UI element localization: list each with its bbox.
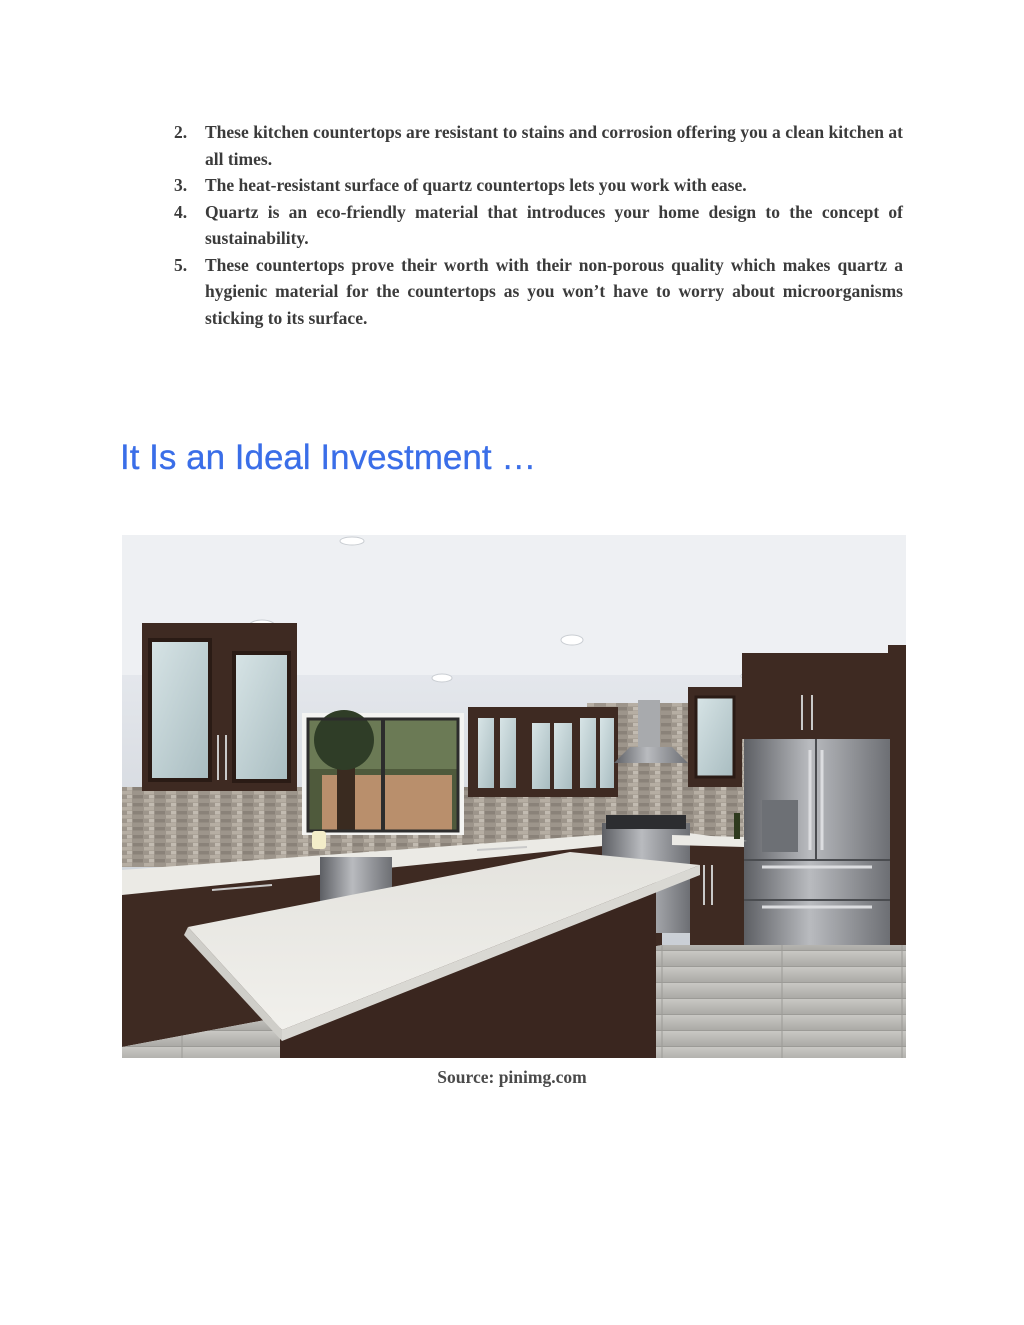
list-item [166,252,903,332]
list-item-number: 4. [174,201,188,222]
list-item-number: 5. [174,254,188,275]
upper-cabinets-corner [468,707,618,797]
mug [312,831,326,849]
list-item [166,119,903,172]
kitchen-photo [122,535,906,1058]
list-item-text: These countertops prove their worth with their non-porous quality which makes quartz a hygienic material for the countertops as you won’t have to worry about microorganisms sticking to its surface. [205,254,903,328]
refrigerator [744,739,890,955]
upper-cabinets-left [142,623,297,791]
list-item [166,199,903,252]
kitchen-window [302,710,464,835]
list-item-text: The heat-resistant surface of quartz countertops lets you work with ease. [205,175,747,195]
list-item-text: Quartz is an eco-friendly material that introduces your home design to the concept of sustainability. [205,201,903,248]
image-caption: Source: pinimg.com [437,1067,587,1087]
list-item-text: These kitchen countertops are resistant to stains and corrosion offering you a clean kitchen at all times. [205,122,903,169]
benefits-list [166,119,903,331]
bottle [734,813,740,839]
section-heading: It Is an Ideal Investment … [120,438,537,477]
upper-cabinet-right [688,687,742,787]
list-item-number: 2. [174,122,188,142]
list-item-number: 3. [174,175,188,195]
list-item [166,172,903,199]
